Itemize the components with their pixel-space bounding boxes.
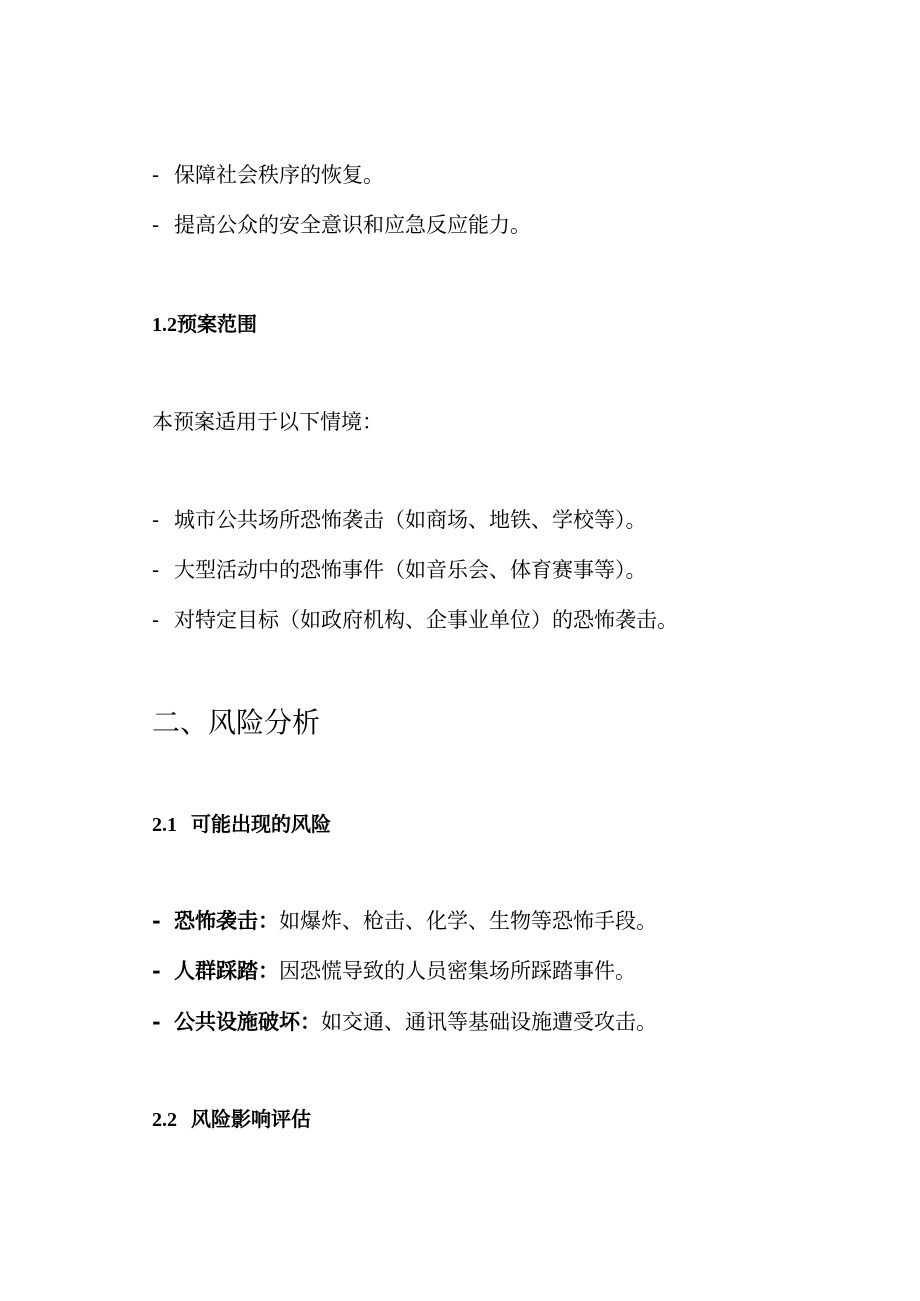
list-dash: - [152,958,161,983]
goal-item [152,215,531,236]
risk-term: 恐怖袭击： [174,908,279,933]
section-title: 预案范围 [177,314,257,336]
risk-term: 公共设施破坏： [174,1009,321,1034]
scope-text: 大型活动中的恐怖事件（如音乐会、体育赛事等）。 [174,558,647,582]
goal-item [152,165,384,186]
section-2-heading: 二、风险分析 [152,706,321,739]
scope-intro: 本预案适用于以下情境： [152,410,383,434]
list-dash: - [152,163,160,187]
risk-text: 如交通、通讯等基础设施遭受攻击。 [321,1010,657,1034]
risk-item [152,960,636,982]
risk-item [152,910,657,932]
goal-text: 保障社会秩序的恢复。 [174,163,384,187]
risk-text: 如爆炸、枪击、化学、生物等恐怖手段。 [279,909,657,933]
section-1-2-heading [152,315,257,335]
list-dash: - [152,608,160,632]
section-2-2-heading [152,1110,311,1130]
scope-text: 城市公共场所恐怖袭击（如商场、地铁、学校等）。 [174,508,647,532]
section-number: 2.1 [152,814,177,836]
risk-item [152,1011,657,1033]
list-dash: - [152,508,160,532]
risk-term: 人群踩踏： [174,958,279,983]
section-2-1-heading [152,815,331,835]
list-dash: - [152,213,160,237]
section-title: 风险影响评估 [191,1109,311,1131]
scope-item [152,610,678,631]
list-dash: - [152,558,160,582]
section-number: 1.2 [152,314,177,336]
list-dash: - [152,908,161,933]
section-number: 2.2 [152,1109,177,1131]
scope-item [152,510,647,531]
scope-text: 对特定目标（如政府机构、企事业单位）的恐怖袭击。 [174,608,678,632]
list-dash: - [152,1009,161,1034]
scope-item [152,560,647,581]
goal-text: 提高公众的安全意识和应急反应能力。 [174,213,531,237]
risk-text: 因恐慌导致的人员密集场所踩踏事件。 [279,959,636,983]
section-title: 可能出现的风险 [191,814,331,836]
